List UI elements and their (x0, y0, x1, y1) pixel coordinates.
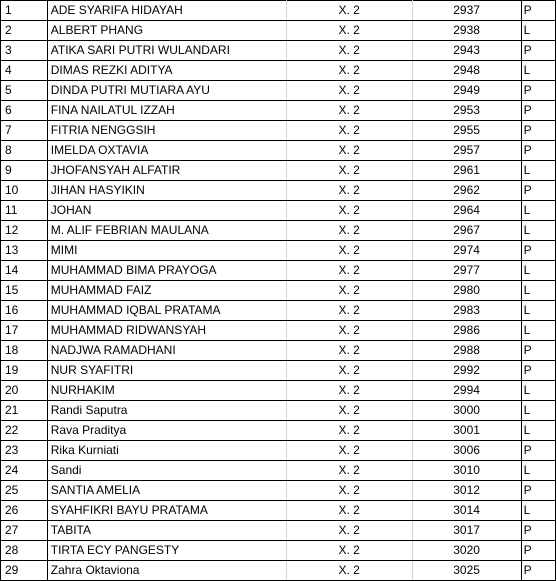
student-name-cell[interactable]: DIMAS REZKI ADITYA (47, 61, 286, 81)
table-row (1, 201, 556, 221)
student-id-cell[interactable]: 2977 (412, 261, 521, 281)
student-id-cell[interactable]: 2955 (412, 121, 521, 141)
table-row (1, 1, 556, 21)
gender-cell[interactable]: L (521, 381, 555, 401)
student-name-cell[interactable]: NADJWA RAMADHANI (47, 341, 286, 361)
student-id-cell[interactable]: 2974 (412, 241, 521, 261)
student-name-cell[interactable]: SANTIA AMELIA (47, 481, 286, 501)
student-id-cell[interactable]: 3000 (412, 401, 521, 421)
class-cell[interactable]: X. 2 (286, 561, 412, 581)
table-row (1, 61, 556, 81)
student-id-cell[interactable]: 2964 (412, 201, 521, 221)
row-number-cell[interactable]: 4 (1, 61, 48, 81)
class-cell[interactable]: X. 2 (286, 281, 412, 301)
class-cell[interactable]: X. 2 (286, 61, 412, 81)
gender-cell[interactable]: P (521, 141, 555, 161)
student-id-cell[interactable]: 3017 (412, 521, 521, 541)
student-name-cell[interactable]: IMELDA OXTAVIA (47, 141, 286, 161)
student-id-cell[interactable]: 2986 (412, 321, 521, 341)
gender-cell[interactable]: L (521, 461, 555, 481)
row-number-cell[interactable]: 29 (1, 561, 48, 581)
student-name-cell[interactable]: MUHAMMAD IQBAL PRATAMA (47, 301, 286, 321)
class-cell[interactable]: X. 2 (286, 41, 412, 61)
student-name-cell[interactable]: MIMI (47, 241, 286, 261)
table-row (1, 541, 556, 561)
table-row (1, 341, 556, 361)
student-name-cell[interactable]: FITRIA NENGGSIH (47, 121, 286, 141)
student-name-cell[interactable]: MUHAMMAD BIMA PRAYOGA (47, 261, 286, 281)
row-number-cell[interactable]: 7 (1, 121, 48, 141)
row-number-cell[interactable]: 16 (1, 301, 48, 321)
table-row (1, 481, 556, 501)
class-cell[interactable]: X. 2 (286, 121, 412, 141)
student-id-cell[interactable]: 3006 (412, 441, 521, 461)
class-cell[interactable]: X. 2 (286, 101, 412, 121)
student-name-cell[interactable]: Sandi (47, 461, 286, 481)
class-cell[interactable]: X. 2 (286, 321, 412, 341)
row-number-cell[interactable]: 12 (1, 221, 48, 241)
gender-cell[interactable]: L (521, 401, 555, 421)
student-id-cell[interactable]: 2988 (412, 341, 521, 361)
table-row (1, 381, 556, 401)
class-cell[interactable]: X. 2 (286, 161, 412, 181)
student-id-cell[interactable]: 3025 (412, 561, 521, 581)
table-row (1, 501, 556, 521)
row-number-cell[interactable]: 26 (1, 501, 48, 521)
class-cell[interactable]: X. 2 (286, 481, 412, 501)
row-number-cell[interactable]: 28 (1, 541, 48, 561)
class-cell[interactable]: X. 2 (286, 241, 412, 261)
student-id-cell[interactable]: 3020 (412, 541, 521, 561)
student-name-cell[interactable]: MUHAMMAD RIDWANSYAH (47, 321, 286, 341)
gender-cell[interactable]: P (521, 441, 555, 461)
student-id-cell[interactable]: 2953 (412, 101, 521, 121)
student-name-cell[interactable]: Rava Praditya (47, 421, 286, 441)
row-number-cell[interactable]: 8 (1, 141, 48, 161)
row-number-cell[interactable]: 3 (1, 41, 48, 61)
class-cell[interactable]: X. 2 (286, 221, 412, 241)
gender-cell[interactable]: P (521, 181, 555, 201)
student-id-cell[interactable]: 2949 (412, 81, 521, 101)
row-number-cell[interactable]: 15 (1, 281, 48, 301)
row-number-cell[interactable]: 21 (1, 401, 48, 421)
table-row (1, 441, 556, 461)
class-cell[interactable]: X. 2 (286, 421, 412, 441)
student-id-cell[interactable]: 2962 (412, 181, 521, 201)
class-cell[interactable]: X. 2 (286, 501, 412, 521)
gender-cell[interactable]: P (521, 41, 555, 61)
class-cell[interactable]: X. 2 (286, 1, 412, 21)
table-row (1, 421, 556, 441)
class-cell[interactable]: X. 2 (286, 541, 412, 561)
student-name-cell[interactable]: JOHAN (47, 201, 286, 221)
gender-cell[interactable]: P (521, 541, 555, 561)
table-row (1, 21, 556, 41)
table-row (1, 401, 556, 421)
table-row (1, 121, 556, 141)
class-cell[interactable]: X. 2 (286, 201, 412, 221)
row-number-cell[interactable]: 9 (1, 161, 48, 181)
student-id-cell[interactable]: 2994 (412, 381, 521, 401)
class-cell[interactable]: X. 2 (286, 81, 412, 101)
row-number-cell[interactable]: 24 (1, 461, 48, 481)
class-cell[interactable]: X. 2 (286, 21, 412, 41)
student-name-cell[interactable]: Randi Saputra (47, 401, 286, 421)
student-name-cell[interactable]: TIRTA ECY PANGESTY (47, 541, 286, 561)
row-number-cell[interactable]: 20 (1, 381, 48, 401)
row-number-cell[interactable]: 14 (1, 261, 48, 281)
row-number-cell[interactable]: 19 (1, 361, 48, 381)
row-number-cell[interactable]: 11 (1, 201, 48, 221)
row-number-cell[interactable]: 10 (1, 181, 48, 201)
gender-cell[interactable]: L (521, 301, 555, 321)
student-id-cell[interactable]: 2992 (412, 361, 521, 381)
row-number-cell[interactable]: 18 (1, 341, 48, 361)
table-row (1, 41, 556, 61)
row-number-cell[interactable]: 2 (1, 21, 48, 41)
student-name-cell[interactable]: M. ALIF FEBRIAN MAULANA (47, 221, 286, 241)
gender-cell[interactable]: P (521, 341, 555, 361)
student-name-cell[interactable]: NURHAKIM (47, 381, 286, 401)
class-cell[interactable]: X. 2 (286, 441, 412, 461)
row-number-cell[interactable]: 1 (1, 1, 48, 21)
student-table-body (1, 1, 556, 581)
table-row (1, 221, 556, 241)
class-cell[interactable]: X. 2 (286, 261, 412, 281)
table-row (1, 301, 556, 321)
gender-cell[interactable]: L (521, 61, 555, 81)
gender-cell[interactable]: L (521, 501, 555, 521)
gender-cell[interactable]: P (521, 101, 555, 121)
table-row (1, 461, 556, 481)
student-name-cell[interactable]: SYAHFIKRI BAYU PRATAMA (47, 501, 286, 521)
class-cell[interactable]: X. 2 (286, 181, 412, 201)
gender-cell[interactable]: L (521, 201, 555, 221)
gender-cell[interactable]: P (521, 81, 555, 101)
student-name-cell[interactable]: Rika Kurniati (47, 441, 286, 461)
student-name-cell[interactable]: DINDA PUTRI MUTIARA AYU (47, 81, 286, 101)
gender-cell[interactable]: P (521, 481, 555, 501)
row-number-cell[interactable]: 25 (1, 481, 48, 501)
class-cell[interactable]: X. 2 (286, 341, 412, 361)
row-number-cell[interactable]: 6 (1, 101, 48, 121)
student-id-cell[interactable]: 2980 (412, 281, 521, 301)
table-row (1, 361, 556, 381)
row-number-cell[interactable]: 5 (1, 81, 48, 101)
gender-cell[interactable]: P (521, 561, 555, 581)
student-name-cell[interactable]: MUHAMMAD FAIZ (47, 281, 286, 301)
student-name-cell[interactable]: NUR SYAFITRI (47, 361, 286, 381)
gender-cell[interactable]: L (521, 281, 555, 301)
student-id-cell[interactable]: 3012 (412, 481, 521, 501)
gender-cell[interactable]: P (521, 241, 555, 261)
row-number-cell[interactable]: 22 (1, 421, 48, 441)
row-number-cell[interactable]: 23 (1, 441, 48, 461)
gender-cell[interactable]: L (521, 21, 555, 41)
gender-cell[interactable]: L (521, 321, 555, 341)
gender-cell[interactable]: P (521, 121, 555, 141)
class-cell[interactable]: X. 2 (286, 401, 412, 421)
table-row (1, 141, 556, 161)
table-row (1, 241, 556, 261)
student-id-cell[interactable]: 2938 (412, 21, 521, 41)
gender-cell[interactable]: P (521, 521, 555, 541)
table-row (1, 521, 556, 541)
student-name-cell[interactable]: ATIKA SARI PUTRI WULANDARI (47, 41, 286, 61)
table-row (1, 181, 556, 201)
gender-cell[interactable]: L (521, 261, 555, 281)
student-id-cell[interactable]: 2983 (412, 301, 521, 321)
gender-cell[interactable]: L (521, 421, 555, 441)
class-cell[interactable]: X. 2 (286, 461, 412, 481)
table-row (1, 81, 556, 101)
student-id-cell[interactable]: 2937 (412, 1, 521, 21)
table-row (1, 281, 556, 301)
student-id-cell[interactable]: 3014 (412, 501, 521, 521)
table-row (1, 161, 556, 181)
student-id-cell[interactable]: 2961 (412, 161, 521, 181)
class-cell[interactable]: X. 2 (286, 301, 412, 321)
table-row (1, 101, 556, 121)
class-cell[interactable]: X. 2 (286, 381, 412, 401)
table-row (1, 321, 556, 341)
class-cell[interactable]: X. 2 (286, 141, 412, 161)
student-id-cell[interactable]: 2948 (412, 61, 521, 81)
student-name-cell[interactable]: JIHAN HASYIKIN (47, 181, 286, 201)
student-id-cell[interactable]: 3010 (412, 461, 521, 481)
student-name-cell[interactable]: JHOFANSYAH ALFATIR (47, 161, 286, 181)
table-row (1, 561, 556, 581)
gender-cell[interactable]: L (521, 161, 555, 181)
row-number-cell[interactable]: 27 (1, 521, 48, 541)
gender-cell[interactable]: L (521, 221, 555, 241)
gender-cell[interactable]: P (521, 1, 555, 21)
row-number-cell[interactable]: 13 (1, 241, 48, 261)
table-row (1, 261, 556, 281)
student-id-cell[interactable]: 2957 (412, 141, 521, 161)
student-name-cell[interactable]: ADE SYARIFA HIDAYAH (47, 1, 286, 21)
student-id-cell[interactable]: 2943 (412, 41, 521, 61)
student-name-cell[interactable]: ALBERT PHANG (47, 21, 286, 41)
gender-cell[interactable]: P (521, 361, 555, 381)
row-number-cell[interactable]: 17 (1, 321, 48, 341)
class-cell[interactable]: X. 2 (286, 361, 412, 381)
student-id-cell[interactable]: 3001 (412, 421, 521, 441)
class-cell[interactable]: X. 2 (286, 521, 412, 541)
student-id-cell[interactable]: 2967 (412, 221, 521, 241)
student-name-cell[interactable]: FINA NAILATUL IZZAH (47, 101, 286, 121)
student-name-cell[interactable]: Zahra Oktaviona (47, 561, 286, 581)
student-name-cell[interactable]: TABITA (47, 521, 286, 541)
